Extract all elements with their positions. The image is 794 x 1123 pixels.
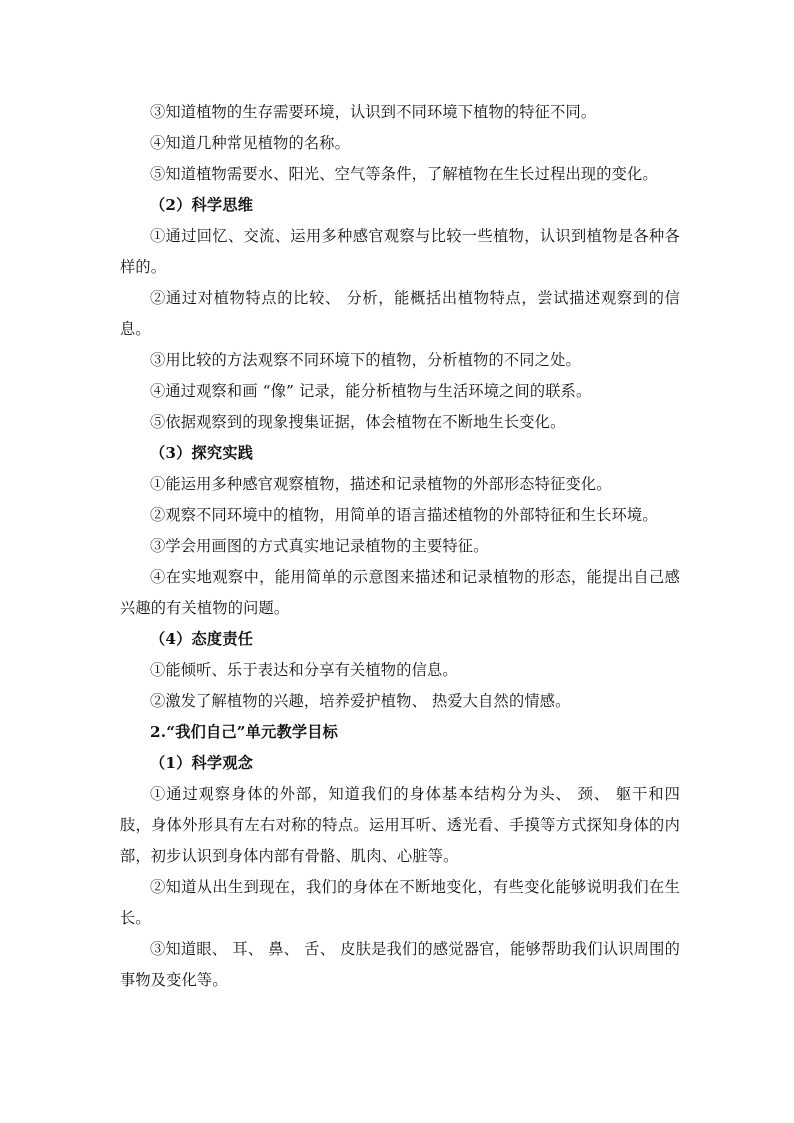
paragraph-concepts-3: ③知道眼、 耳、 鼻、 舌、 皮肤是我们的感觉器官，能够帮助我们认识周围的事物及变化等。 [120,940,680,989]
paragraph-concepts-1: ①通过观察身体的外部，知道我们的身体基本结构分为头、 颈、 躯干和四肢，身体外形具有左右对称的特点。运用耳听、透光看、手摸等方式探知身体的内部，初步认识到身体内部有骨骼、肌肉、心脏等。 [120,785,680,865]
paragraph-thinking-3: ③用比较的方法观察不同环境下的植物，分析植物的不同之处。 [150,351,581,369]
document-body [120,97,680,996]
paragraph-practice-2: ②观察不同环境中的植物，用简单的语言描述植物的外部特征和生长环境。 [150,506,658,524]
paragraph-thinking-4: ④通过观察和画 “像” 记录，能分析植物与生活环境之间的联系。 [150,382,592,400]
heading-attitude-responsibility: （4）态度责任 [150,630,254,648]
paragraph-attitude-2: ②激发了解植物的兴趣，培养爱护植物、 热爱大自然的情感。 [150,692,571,710]
paragraph-practice-3: ③学会用画图的方式真实地记录植物的主要特征。 [150,537,489,555]
paragraph-plant-needs: ⑤知道植物需要水、阳光、空气等条件，了解植物在生长过程出现的变化。 [150,165,658,183]
paragraph-concepts-2: ②知道从出生到现在，我们的身体在不断地变化，有些变化能够说明我们在生长。 [120,878,680,927]
paragraph-thinking-5: ⑤依据观察到的现象搜集证据，体会植物在不断地生长变化。 [150,413,566,431]
heading-inquiry-practice: （3）探究实践 [150,444,254,462]
paragraph-thinking-1: ①通过回忆、交流、运用多种感官观察与比较一些植物，认识到植物是各种各样的。 [120,227,680,276]
paragraph-attitude-1: ①能倾听、乐于表达和分享有关植物的信息。 [150,661,458,679]
paragraph-practice-4: ④在实地观察中，能用简单的示意图来描述和记录植物的形态，能提出自己感兴趣的有关植物的问题。 [120,568,680,617]
paragraph-thinking-2: ②通过对植物特点的比较、 分析，能概括出植物特点，尝试描述观察到的信息。 [120,289,680,338]
paragraph-practice-1: ①能运用多种感官观察植物，描述和记录植物的外部形态特征变化。 [150,475,612,493]
paragraph-plant-environment: ③知道植物的生存需要环境，认识到不同环境下植物的特征不同。 [150,103,597,121]
heading-unit-ourselves: 2.“我们自己”单元教学目标 [150,723,339,741]
heading-science-concepts: （1）科学观念 [150,754,254,772]
heading-science-thinking: （2）科学思维 [150,196,254,214]
paragraph-plant-names: ④知道几种常见植物的名称。 [150,134,351,152]
